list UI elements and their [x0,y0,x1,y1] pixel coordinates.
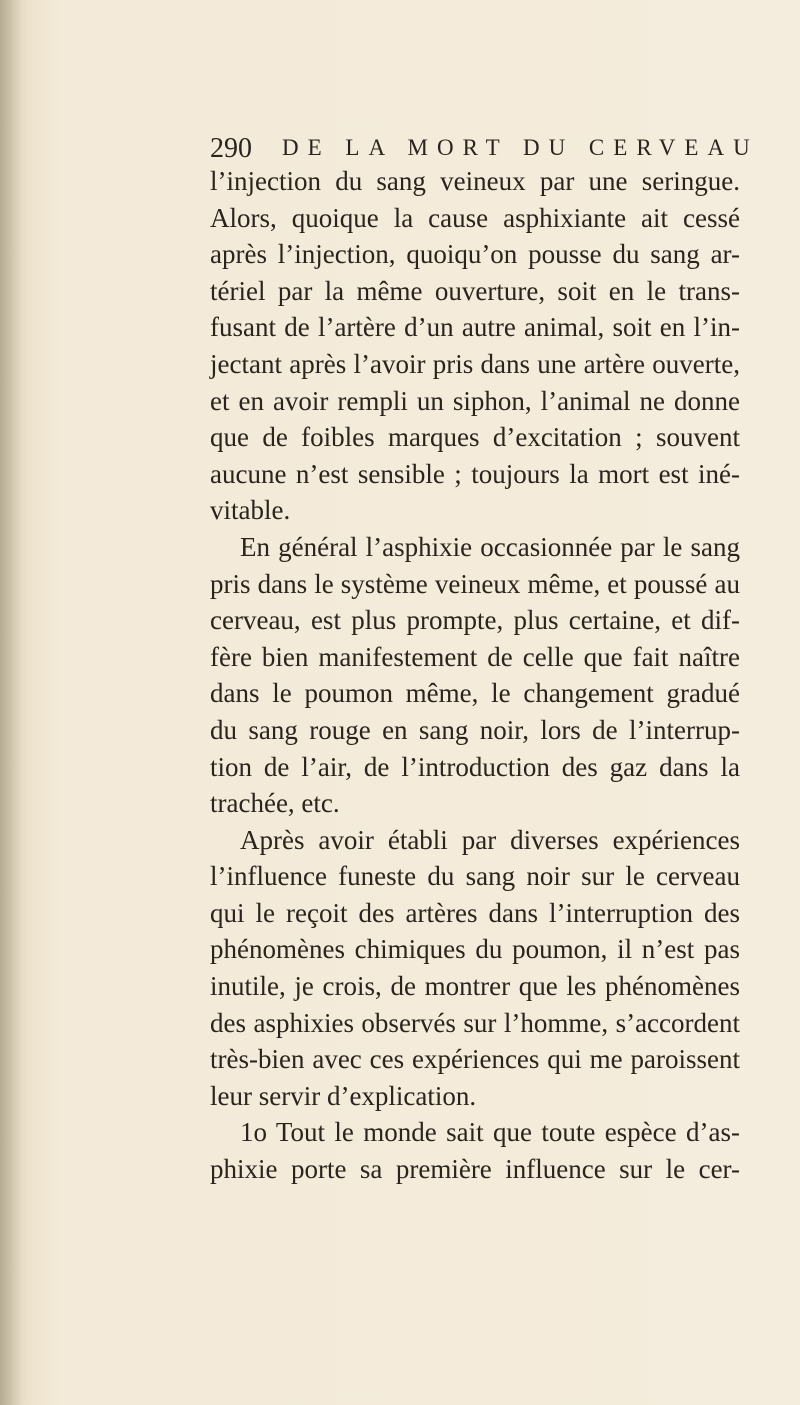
text-line: aucune n’est sensible ; toujours la mort est iné- [210,458,740,489]
text-line: l’influence funeste du sang noir sur le cerveau [210,861,740,892]
text-line: l’injection du sang veineux par une seringue. [210,166,740,196]
text-line: du sang rouge en sang noir, lors de l’interrup- [210,714,740,745]
text-line: qui le reçoit des artères dans l’interruption des [210,897,740,928]
text-line: fère bien manifestement de celle que fait naître [210,641,740,672]
text-line: des asphixies observés sur l’homme, s’accordent [210,1007,740,1038]
text-line: après l’injection, quoiqu’on pousse du sang ar- [210,239,740,270]
text-line: phixie porte sa première influence sur le cer- [210,1154,740,1185]
text-line: tériel par la même ouverture, soit en le trans- [210,275,740,306]
text-line: que de foibles marques d’excitation ; souvent [210,422,740,453]
text-line: très-bien avec ces expériences qui me paroissent [210,1044,740,1075]
text-line: jectant après l’avoir pris dans une artère ouverte, [210,348,740,379]
text-line: trachée, etc. [210,788,340,819]
text-line: leur servir d’explication. [210,1080,477,1111]
running-title: DE LA MORT DU CERVEAU [282,135,759,160]
text-line: vitable. [210,495,291,526]
binding-shadow [0,0,22,1405]
text-line: phénomènes chimiques du poumon, il n’est pas [210,934,740,965]
page-number: 290 [210,133,252,164]
text-line: inutile, je crois, de montrer que les phénomènes [210,971,740,1002]
paragraph-start-line: 1o Tout le monde sait que toute espèce d’as- [240,1117,740,1148]
text-line: pris dans le système veineux même, et poussé au [210,568,740,599]
paragraph-start-line: Après avoir établi par diverses expériences [240,824,740,855]
text-line: tion de l’air, de l’introduction des gaz dans la [210,751,740,782]
text-line: fusant de l’artère d’un autre animal, soit en l’in- [210,312,740,343]
text-line: Alors, quoique la cause asphixiante ait cessé [210,202,740,233]
paragraph-start-line: En général l’asphixie occasionnée par le sang [240,531,740,562]
text-line: cerveau, est plus prompte, plus certaine, et dif- [210,605,740,636]
body-text [210,163,740,1188]
text-line: dans le poumon même, le changement gradué [210,678,740,709]
text-line: et en avoir rempli un siphon, l’animal ne donne [210,385,740,416]
